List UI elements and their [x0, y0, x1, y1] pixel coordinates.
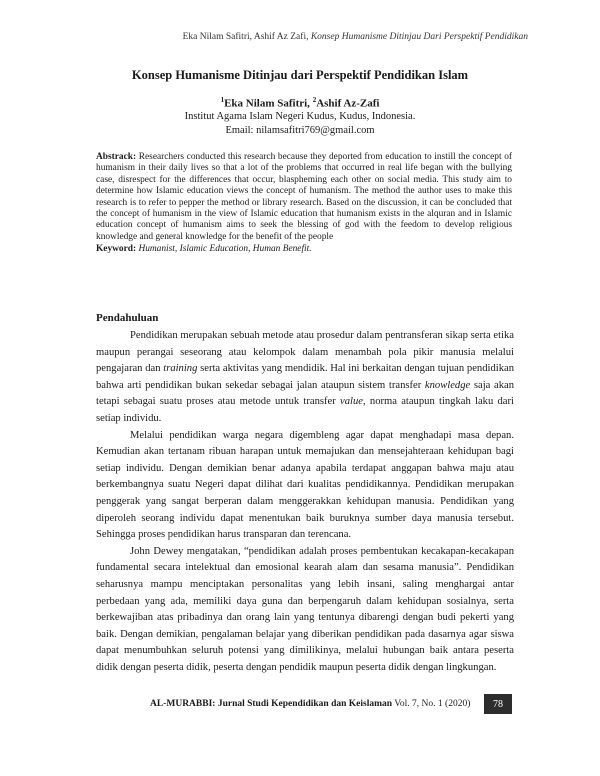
keyword-label: Keyword:: [96, 244, 137, 254]
paragraph-1-italic-knowledge: knowledge: [424, 379, 471, 391]
author1-name: Eka Nilam Safitri,: [224, 97, 310, 110]
body-text: [96, 328, 514, 676]
author1-affil-mark: 1: [220, 96, 225, 104]
running-head: [183, 32, 528, 42]
footer-journal-name: AL-MURABBI: Jurnal Studi Kependidikan dan Keislaman: [150, 699, 393, 709]
author-email: Email: nilamsafitri769@gmail.com: [225, 125, 375, 136]
keywords: [96, 244, 512, 254]
paragraph-1: [96, 328, 514, 428]
paragraph-1-italic-value: value: [340, 396, 363, 408]
paragraph-1-text-c: saja akan tetapi sebagai suatu proses atau metode untuk transfer: [96, 379, 515, 408]
abstract-text: Researchers conducted this research because they deported from education to instill the concept of humanism in their daily lives so that a lot of the problems that occurred in real life began with the bullying case, disrespect for the differences that occur, blaspheming each other on social media. This study aim to determine how Islamic education views the concept of humanism. The method the author uses to make this research is to refer to pepper the method or library research. Based on the discussion, it can be concluded that the concept of humanism in the view of Islamic education that humanism exists in the alquran and in Islamic education concept of humanism aims to seek the blessing of god with the feedom to develop religious knowledge and general knowledge for the benefit of the people: [96, 152, 512, 242]
author2-affil-mark: 2: [312, 96, 317, 104]
paragraph-1-italic-training: training: [163, 363, 198, 375]
running-head-authors: Eka Nilam Safitri, Ashif Az Zafi,: [182, 32, 309, 42]
running-head-title: Konsep Humanisme Ditinjau Dari Perspektif Pendidikan: [310, 32, 528, 42]
paragraph-2: Melalui pendidikan warga negara digembleng agar dapat menghadapi masa depan. Kemudian akan tertanam ribuan harapan untuk memajukan dan mensejahteraan kehidupan bagi setiap individu. Dengan demikian benar adanya apabila terdapat anggapan bahwa maju atau berkembangnya suatu Negeri dapat dilihat dari kualitas pendidikannya. Pendidikan merupakan penggerak yang sangat berperan dalam menggerakkan kehidupan manusia. Pendidikan yang diperoleh seorang individu dapat menentukan baik buruknya sumber daya manusia tersebut. Sehingga proses pendidikan harus transparan dan terencana.: [96, 429, 514, 541]
paper-title: Konsep Humanisme Ditinjau dari Perspektif Pendidikan Islam: [131, 68, 469, 82]
abstract-label: Abstrack:: [96, 152, 137, 162]
section-heading: Pendahuluan: [96, 312, 159, 324]
paragraph-1-text-d: , norma ataupun tingkah laku dari setiap individu.: [96, 396, 514, 424]
author-line: [0, 96, 600, 110]
author2-name: Ashif Az-Zafi: [316, 97, 380, 110]
page-number: 78: [484, 694, 512, 714]
paragraph-1-text-a: Pendidikan merupakan sebuah metode atau prosedur dalam pentransferan sikap serta etika maupun perangai seseorang atau kelompok dalam menambah pola pikir manusia melalui pengajaran dan: [96, 330, 514, 375]
affiliation: Institut Agama Islam Negeri Kudus, Kudus, Indonesia.: [184, 111, 416, 122]
paragraph-3: John Dewey mengatakan, “pendidikan adalah proses pembentukan kecakapan-kecakapan fundamental secara intelektual dan emosional kearah alam dan sesama manusia”. Pendidikan seharusnya mampu menciptakan personalitas yang lebih insani, saling menghargai antar perbedaan yang ada, memiliki daya guna dan berpengaruh dalam kehidupan sosialnya, serta berkewajiban atas pribadinya dan orang lain yang tentunya dibarengi dengan budi pekerti yang baik. Dengan demikian, pengalaman belajar yang diberikan pendidikan pada dasarnya agar siswa dapat menumbuhkan seluruh potensi yang dimilikinya, melalui hubungan baik antara peserta didik dengan peserta didik, peserta dengan pendidik maupun peserta didik dengan lingkungan.: [96, 545, 514, 673]
paragraph-1-text-b: serta aktivitas yang mendidik. Hal ini berkaitan dengan tujuan pendidikan bahwa arti pendidikan bukan sekedar sebagai jalan ataupun sistem transfer: [96, 363, 514, 391]
footer-volume: Vol. 7, No. 1 (2020): [394, 699, 471, 709]
keyword-list: Humanist, Islamic Education, Human Benefit.: [138, 244, 312, 254]
footer-journal: [150, 699, 470, 709]
abstract: [96, 152, 512, 243]
